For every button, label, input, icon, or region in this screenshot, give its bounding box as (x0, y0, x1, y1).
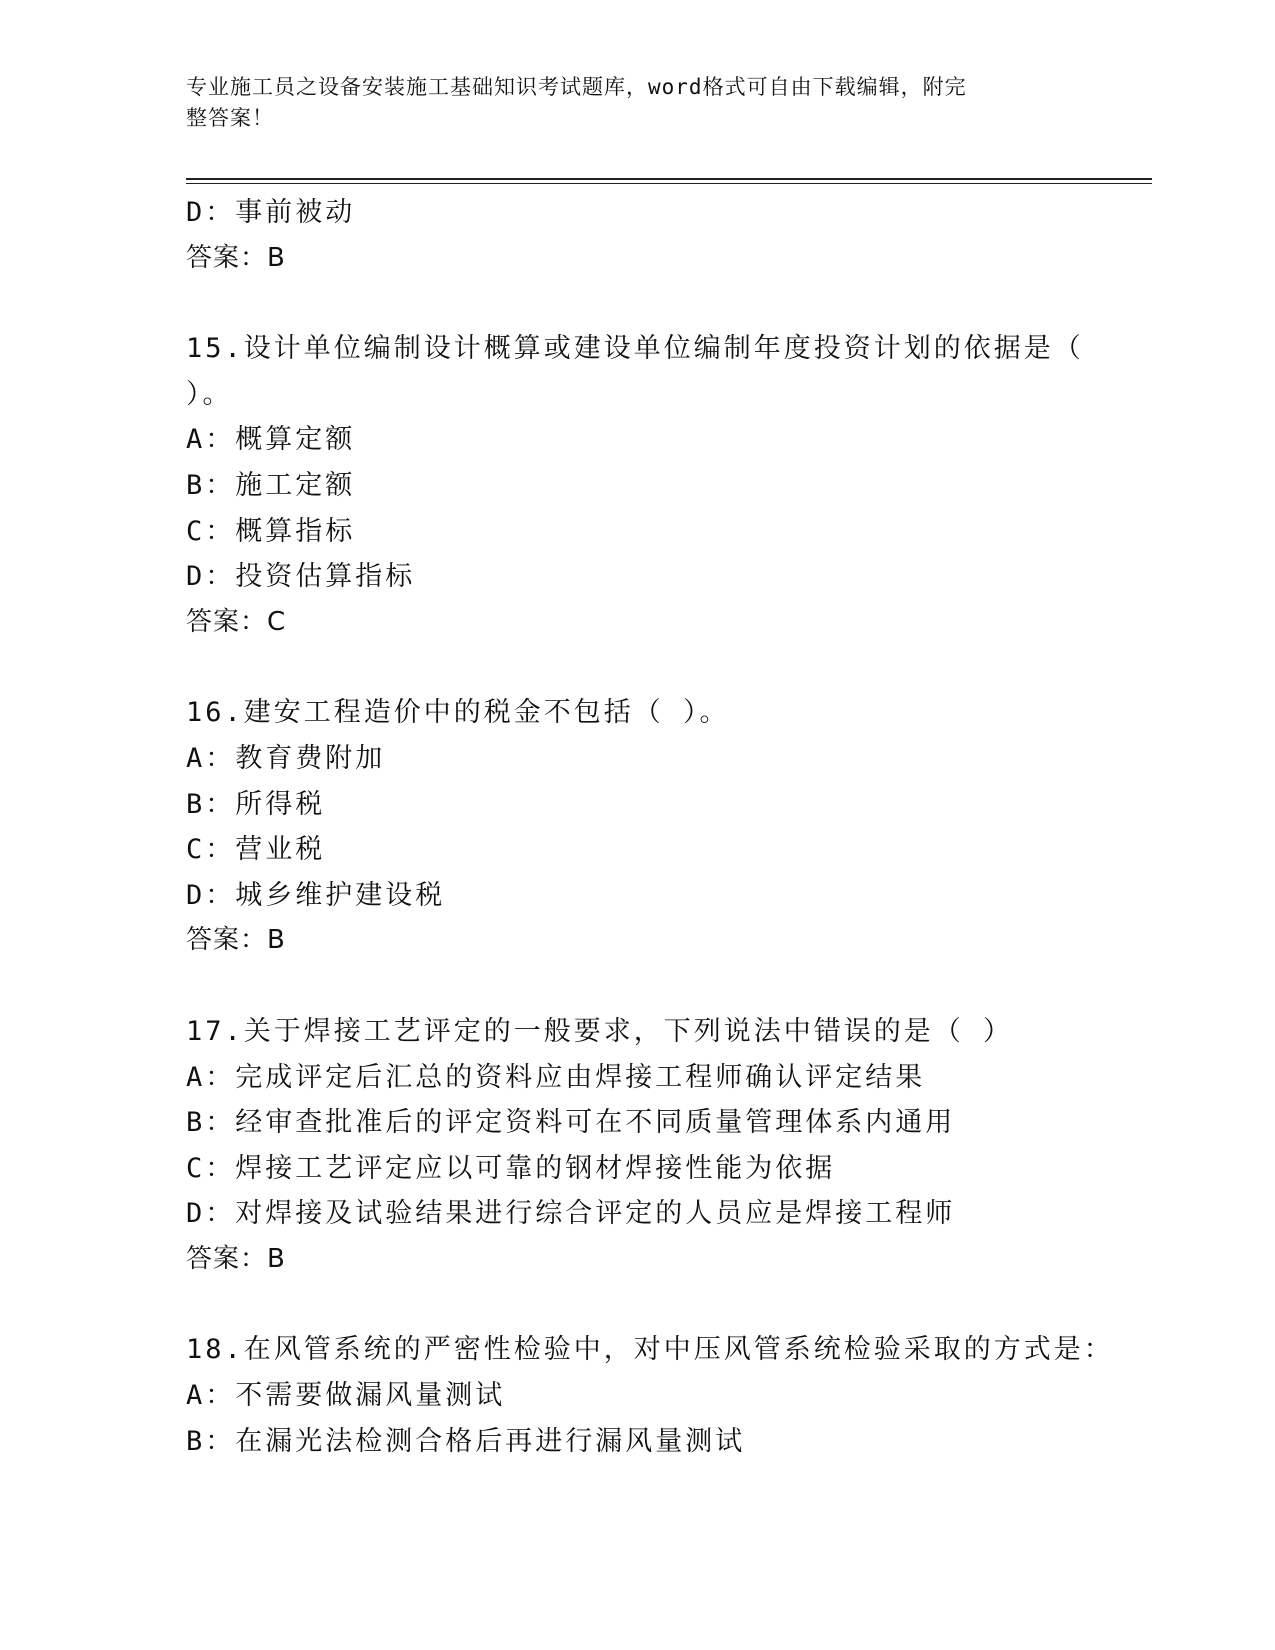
header-divider-thick (186, 178, 1152, 180)
question-17 (186, 1009, 1152, 1283)
option-b: B：在漏光法检测合格后再进行漏风量测试 (186, 1425, 746, 1457)
option-c: C：焊接工艺评定应以可靠的钢材焊接性能为依据 (186, 1152, 836, 1184)
answer: 答案：C (186, 606, 287, 637)
question-stem: 15.设计单位编制设计概算或建设单位编制年度投资计划的依据是（ (186, 333, 1084, 365)
option-d: D：对焊接及试验结果进行综合评定的人员应是焊接工程师 (186, 1198, 956, 1230)
option-d: D：投资估算指标 (186, 561, 416, 593)
option-c: C：营业税 (186, 834, 326, 866)
option-a: A：不需要做漏风量测试 (186, 1380, 506, 1412)
answer: 答案：B (186, 1243, 286, 1274)
question-18 (186, 1327, 1152, 1464)
question-stem: 16.建安工程造价中的税金不包括（ ）。 (186, 697, 730, 729)
question-stem: 17.关于焊接工艺评定的一般要求，下列说法中错误的是（ ） (186, 1015, 1014, 1047)
option-a: A：完成评定后汇总的资料应由焊接工程师确认评定结果 (186, 1061, 926, 1093)
question-list (186, 190, 1152, 1464)
question-stem: 18.在风管系统的严密性检验中，对中压风管系统检验采取的方式是： (186, 1334, 1114, 1366)
option-d: D：城乡维护建设税 (186, 879, 446, 911)
question-16 (186, 690, 1152, 964)
question-14-tail (186, 190, 1152, 281)
question-stem-continued: ）。 (186, 378, 233, 410)
answer: 答案：B (186, 925, 286, 956)
question-15 (186, 326, 1152, 645)
header-line-1: 专业施工员之设备安装施工基础知识考试题库，word格式可自由下载编辑，附完 (186, 75, 967, 99)
option-b: B：所得税 (186, 788, 326, 820)
header-line-2: 整答案！ (186, 106, 274, 130)
option-a: A：概算定额 (186, 424, 356, 456)
option-a: A：教育费附加 (186, 742, 386, 774)
document-header (186, 72, 1086, 134)
option-b: B：经审查批准后的评定资料可在不同质量管理体系内通用 (186, 1107, 956, 1139)
option-b: B：施工定额 (186, 469, 356, 501)
option-d: D：事前被动 (186, 197, 356, 228)
header-divider-thin (186, 183, 1152, 184)
answer: 答案：B (186, 242, 286, 273)
option-c: C：概算指标 (186, 515, 356, 547)
